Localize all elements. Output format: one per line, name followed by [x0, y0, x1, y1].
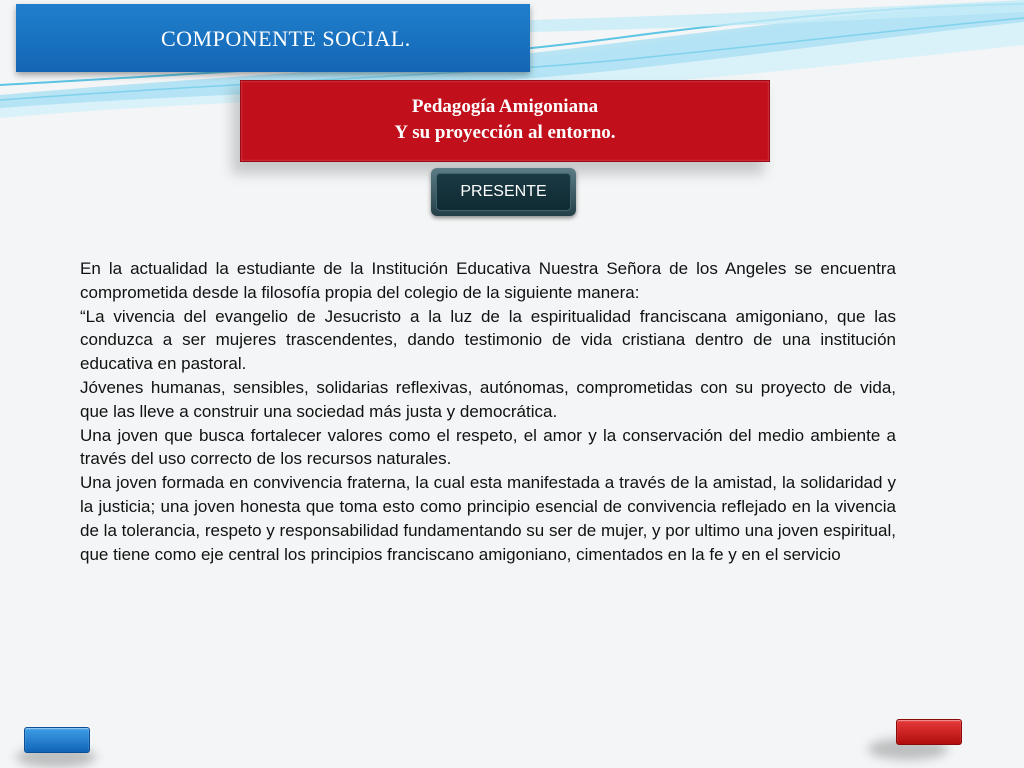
body-paragraph: “La vivencia del evangelio de Jesucristo a la luz de la espiritualidad franciscana amigoniano, que las conduzca a ser mujeres trascendentes, dando testimonio de vida cristiana dentro de una institución educativa en pastoral.: [80, 306, 896, 374]
next-slide-button[interactable]: [896, 719, 962, 745]
prev-slide-button[interactable]: [24, 727, 90, 753]
present-button-label: PRESENTE: [436, 173, 571, 211]
subtitle-line-1: Pedagogía Amigoniana: [411, 96, 599, 117]
body-paragraph: Jóvenes humanas, sensibles, solidarias reflexivas, autónomas, comprometidas con su proyecto de vida, que las lleve a construir una sociedad más justa y democrática.: [80, 377, 896, 421]
body-paragraph: Una joven que busca fortalecer valores como el respeto, el amor y la conservación del medio ambiente a través del uso correcto de los recursos naturales.: [80, 425, 896, 469]
header-banner: [16, 4, 530, 72]
body-text: [80, 257, 896, 566]
page-title: COMPONENTE SOCIAL.: [161, 26, 411, 51]
body-paragraph: Una joven formada en convivencia fraterna, la cual esta manifestada a través de la amistad, la solidaridad y la justicia; una joven honesta que toma esto como principio esencial de convivencia reflejado en la vivencia de la tolerancia, respeto y responsabilidad fundamentando su ser de mujer, y por ultimo una joven espiritual, que tiene como eje central los principios franciscano amigoniano, cimentados en la fe y en el servicio: [80, 473, 896, 564]
body-paragraph: En la actualidad la estudiante de la Institución Educativa Nuestra Señora de los Angeles se encuentra comprometida desde la filosofía propia del colegio de la siguiente manera:: [80, 259, 896, 302]
subtitle-line-2: Y su proyección al entorno.: [394, 122, 616, 143]
present-button[interactable]: [431, 168, 576, 216]
subtitle-box: [240, 80, 770, 162]
